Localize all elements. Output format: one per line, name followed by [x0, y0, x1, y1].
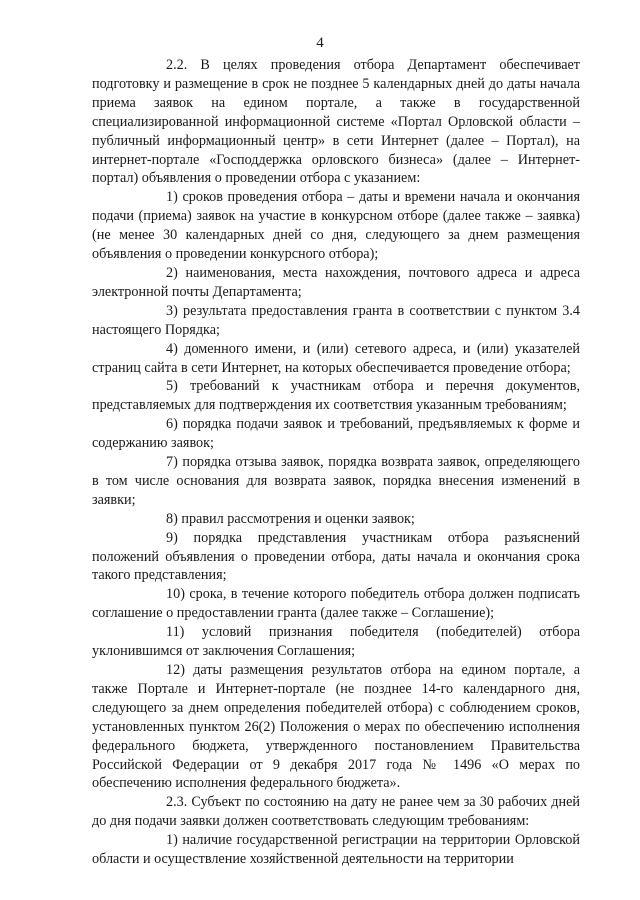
paragraph-text: порядка отзыва заявок, порядка возврата заявок, определяющего в том числе основания для возврата заявок, порядка внесения изменений в заявки;	[92, 454, 581, 508]
paragraph-number: 10)	[166, 586, 185, 603]
paragraph-text: порядка представления участникам отбора разъяснений положений объявления о проведении отбора, даты начала и окончания срока такого представления;	[92, 529, 581, 584]
paragraph-text: Субъект по состоянию на дату не ранее чем за 30 рабочих дней до дня подачи заявки должен соответствовать следующим требованиям:	[92, 794, 581, 830]
paragraph-number: 2)	[166, 264, 178, 281]
paragraph-number: 2.3.	[166, 794, 188, 811]
paragraph-number: 11)	[166, 624, 185, 641]
paragraph-number: 2.2.	[166, 57, 188, 73]
paragraph-number: 7)	[166, 454, 178, 471]
paragraph-text: порядка подачи заявок и требований, предъявляемых к форме и содержанию заявок;	[92, 416, 581, 452]
page-number: 4	[316, 35, 324, 51]
paragraph	[92, 188, 580, 264]
paragraph	[92, 377, 580, 415]
paragraph	[92, 453, 580, 510]
paragraph	[92, 264, 580, 302]
paragraph	[92, 661, 580, 793]
paragraph-number: 1)	[166, 189, 178, 206]
paragraph-number: 9)	[166, 529, 178, 546]
paragraph-text: доменного имени, и (или) сетевого адреса, и (или) указателей страниц сайта в сети Интернет, на которых обеспечивается проведение отбора;	[92, 340, 581, 376]
paragraph	[92, 831, 580, 869]
paragraph	[92, 340, 580, 378]
paragraph	[92, 529, 580, 586]
paragraph-text: требований к участникам отбора и перечня документов, представляемых для подтверждения их соответствия указанным требованиям;	[92, 378, 580, 414]
paragraph	[92, 585, 580, 623]
paragraph	[92, 623, 580, 661]
paragraph	[92, 415, 580, 453]
paragraph-text: срока, в течение которого победитель отбора должен подписать соглашение о предоставлении гранта (далее также – Соглашение);	[92, 586, 581, 622]
paragraph-number: 4)	[166, 340, 178, 357]
paragraph	[92, 302, 580, 340]
paragraph-text: наименования, места нахождения, почтового адреса и адреса электронной почты Департамента;	[92, 264, 581, 300]
paragraph-number: 6)	[166, 416, 178, 433]
paragraph-text: правил рассмотрения и оценки заявок;	[181, 510, 415, 527]
paragraph-text: В целях проведения отбора Департамент обеспечивает подготовку и размещение в срок не позднее 5 календарных дней до даты начала приема заявок на едином портале, а также в государственной специализированной информационной системе «Портал Орловской области – публичный информационный центр» в сети Интернет (далее – Портал), на интернет-портале «Господдержка орловского бизнеса» (далее – Интернет-портал) объявления о проведении отбора с указанием:	[92, 57, 581, 187]
paragraph	[92, 510, 580, 529]
paragraph-number: 5)	[166, 378, 178, 395]
paragraph-text: условий признания победителя (победителей) отбора уклонившимся от заключения Соглашения;	[92, 624, 580, 660]
paragraph-text: даты размещения результатов отбора на едином портале, а также Портале и Интернет-портале (не позднее 14-го календарного дня, следующего за днем определения победителей отбора) с соблюдением сроков, установленных пунктом 26(2) Положения о мерах по обеспечению исполнения федерального бюджета, утвержденного постановлением Правительства Российской Федерации от 9 декабря 2017 года № 1496 «О мерах по обеспечению исполнения федерального бюджета».	[92, 662, 580, 792]
paragraph-number: 1)	[166, 832, 178, 849]
paragraph-text: сроков проведения отбора – даты и времени начала и окончания подачи (приема) заявок на участие в конкурсном отборе (далее также – заявка) (не менее 30 календарных дней со дня, следующего за днем размещения объявления о проведении конкурсного отбора);	[92, 189, 581, 263]
document-body	[92, 56, 580, 869]
paragraph-number: 12)	[166, 662, 185, 678]
paragraph-text: результата предоставления гранта в соответствии с пунктом 3.4 настоящего Порядка;	[92, 302, 581, 338]
paragraph-text: наличие государственной регистрации на территории Орловской области и осуществление хозяйственной деятельности на территории	[92, 832, 580, 868]
paragraph-number: 3)	[166, 302, 178, 319]
paragraph-number: 8)	[166, 510, 178, 527]
paragraph	[92, 56, 580, 188]
paragraph	[92, 793, 580, 831]
